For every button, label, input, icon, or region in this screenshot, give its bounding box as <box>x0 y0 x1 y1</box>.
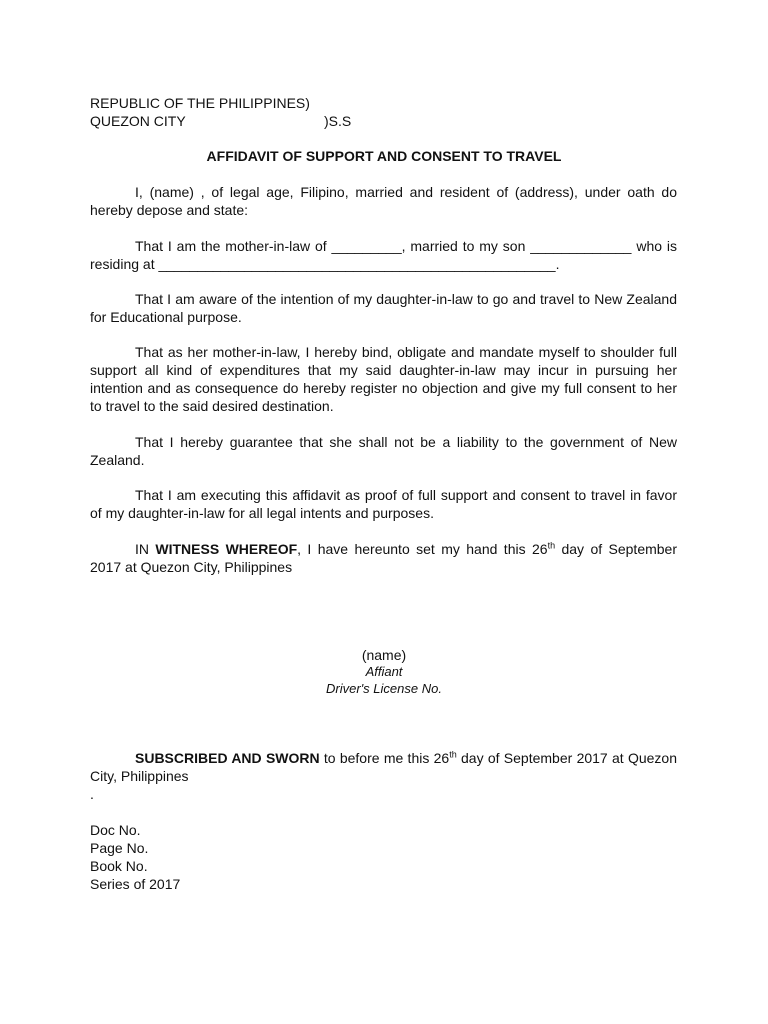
notary-doc-no: Doc No. <box>90 822 141 838</box>
paragraph-guarantee <box>90 433 677 469</box>
signature-role: Affiant <box>365 664 403 679</box>
header-ss: )S.S <box>324 113 352 129</box>
header-republic: REPUBLIC OF THE PHILIPPINES) <box>90 95 310 111</box>
subscribed-superscript: th <box>449 749 457 760</box>
paragraph-intention <box>90 290 677 326</box>
paragraph-guarantee-text: That I hereby guarantee that she shall not be a liability to the government of New Zealand. <box>90 434 677 468</box>
header-city: QUEZON CITY <box>90 113 186 129</box>
witness-whereof: WITNESS WHEREOF <box>155 541 298 557</box>
document-title: AFFIDAVIT OF SUPPORT AND CONSENT TO TRAVEL <box>206 148 562 164</box>
witness-superscript: th <box>547 540 556 551</box>
paragraph-support <box>90 343 677 415</box>
subscribed-text-b: day of September 2017 at Quezon City, Philippines <box>90 750 677 784</box>
paragraph-support-text: That as her mother-in-law, I hereby bind, obligate and mandate myself to shoulder full support all kind of expenditures that my said daughter-in-law may incur in pursuing her intention and as consequence do hereby register no objection and give my full consent to her to travel to the said desired destination. <box>90 344 677 414</box>
paragraph-subscribed <box>90 749 677 785</box>
paragraph-executing-text: That I am executing this affidavit as proof of full support and consent to travel in favor of my daughter-in-law for all legal intents and purposes. <box>90 487 677 521</box>
subscribed-dot: . <box>90 786 94 802</box>
paragraph-relationship <box>90 237 677 273</box>
signature-name: (name) <box>361 647 407 663</box>
paragraph-witness <box>90 540 677 576</box>
subscribed-sworn: SUBSCRIBED AND SWORN <box>135 750 320 766</box>
notary-series: Series of 2017 <box>90 876 181 892</box>
paragraph-executing <box>90 486 677 522</box>
notary-page-no: Page No. <box>90 840 149 856</box>
notary-book-no: Book No. <box>90 858 148 874</box>
witness-text-b: day of September 2017 at Quezon City, Philippines <box>90 541 677 575</box>
paragraph-declaration-text: I, (name) , of legal age, Filipino, married and resident of (address), under oath do hereby depose and state: <box>90 184 677 218</box>
witness-text-a: , I have hereunto set my hand this 26 <box>297 541 548 557</box>
subscribed-text-a: to before me this 26 <box>319 750 450 766</box>
witness-in: IN <box>135 541 149 557</box>
paragraph-declaration <box>90 183 677 219</box>
signature-license: Driver's License No. <box>326 681 442 696</box>
paragraph-intention-text: That I am aware of the intention of my daughter-in-law to go and travel to New Zealand for Educational purpose. <box>90 291 677 325</box>
paragraph-relationship-text: That I am the mother-in-law of _________, married to my son _____________ who is residing at ___________________________________________________. <box>90 238 677 272</box>
